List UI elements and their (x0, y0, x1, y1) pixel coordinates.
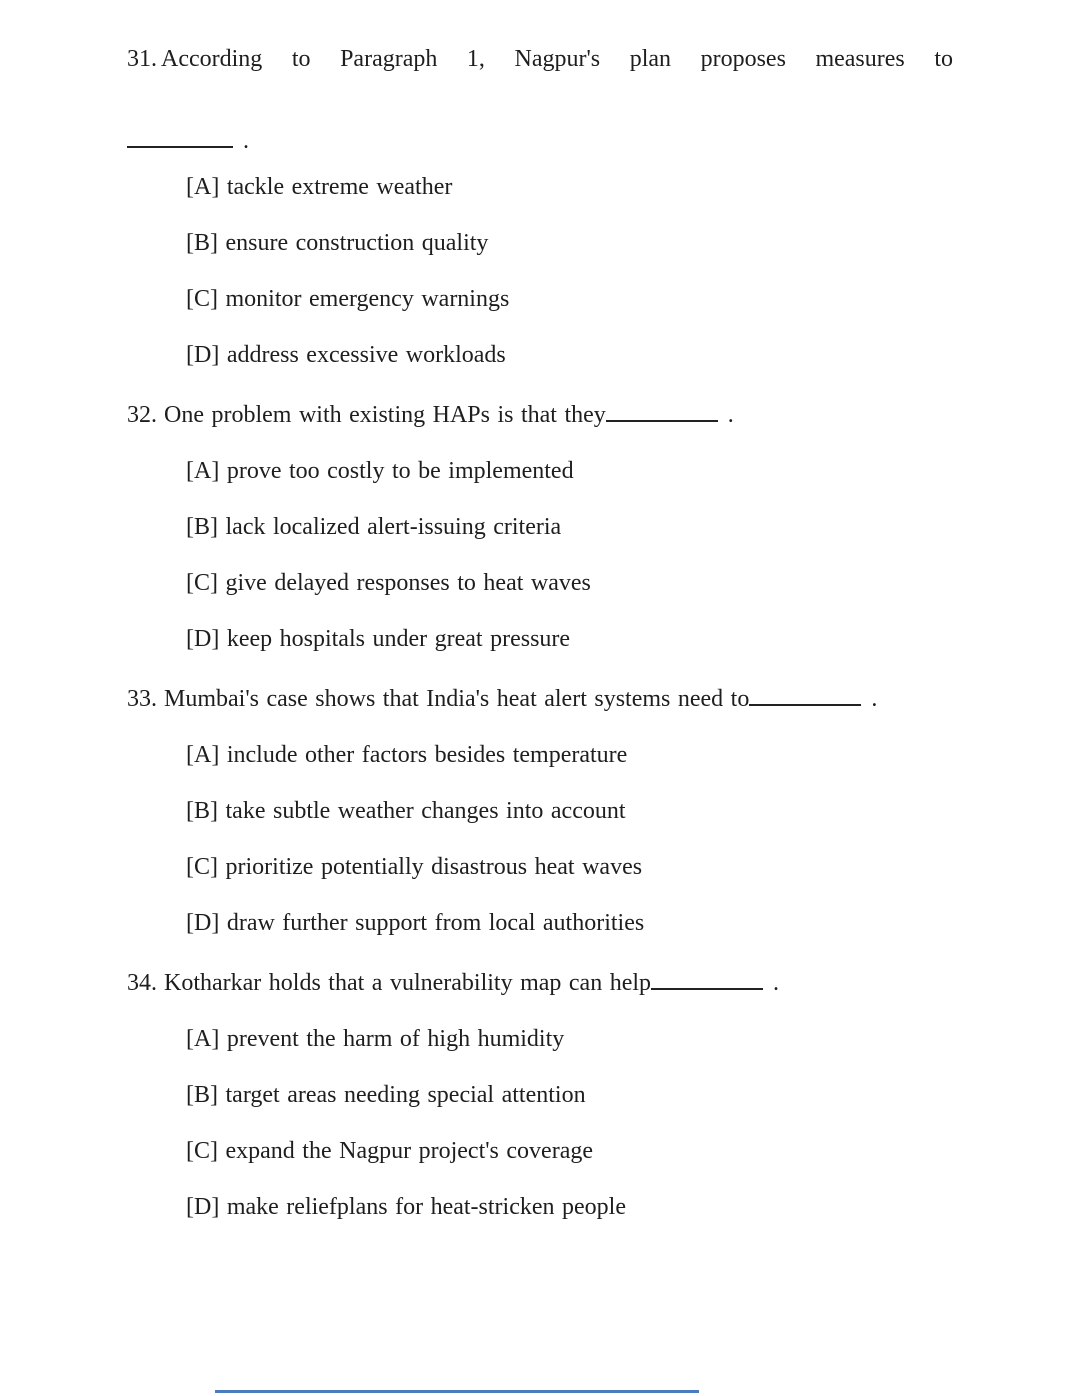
option-label: [D] (186, 626, 220, 652)
option-text: take subtle weather changes into account (225, 798, 626, 824)
option-text: expand the Nagpur project's coverage (225, 1138, 593, 1164)
option-row (127, 908, 1080, 938)
question-stem (127, 44, 953, 74)
option-text: include other factors besides temperature (226, 742, 628, 768)
question-block-33 (127, 680, 1080, 938)
option-label: [B] (186, 798, 218, 824)
option-label: [A] (186, 174, 220, 200)
question-stem-text: According to Paragraph 1, Nagpur's plan proposes measures to (161, 46, 953, 72)
option-text: prioritize potentially disastrous heat waves (225, 854, 643, 880)
option-label: [A] (186, 742, 220, 768)
option-label: [C] (186, 1138, 218, 1164)
blank-period: . (727, 402, 734, 428)
question-stem-text: Kotharkar holds that a vulnerability map can help (164, 970, 652, 996)
option-row (127, 228, 1080, 258)
blank-period: . (871, 686, 878, 712)
option-text: prevent the harm of high humidity (226, 1026, 565, 1052)
option-row (127, 456, 1080, 486)
option-text: monitor emergency warnings (225, 286, 510, 312)
option-text: address excessive workloads (226, 342, 506, 368)
question-stem (127, 396, 1080, 430)
option-row (127, 1024, 1080, 1054)
answer-blank (127, 122, 233, 148)
question-stem (127, 964, 1080, 998)
option-text: target areas needing special attention (225, 1082, 586, 1108)
answer-blank (651, 964, 763, 990)
option-label: [B] (186, 514, 218, 540)
option-row (127, 796, 1080, 826)
question-stem-text: One problem with existing HAPs is that they (164, 402, 606, 428)
option-row (127, 852, 1080, 882)
option-label: [D] (186, 342, 220, 368)
question-block-34 (127, 964, 1080, 1222)
option-text: give delayed responses to heat waves (225, 570, 591, 596)
question-number: 33. (127, 686, 157, 712)
option-label: [A] (186, 1026, 220, 1052)
option-text: lack localized alert-issuing criteria (225, 514, 562, 540)
option-row (127, 568, 1080, 598)
blank-period: . (243, 128, 249, 154)
option-text: draw further support from local authorities (226, 910, 645, 936)
option-label: [B] (186, 1082, 218, 1108)
option-row (127, 740, 1080, 770)
option-row (127, 1080, 1080, 1110)
option-text: ensure construction quality (225, 230, 489, 256)
option-label: [D] (186, 910, 220, 936)
blank-period: . (773, 970, 780, 996)
option-row (127, 624, 1080, 654)
option-row (127, 1136, 1080, 1166)
option-text: prove too costly to be implemented (226, 458, 574, 484)
question-number: 32. (127, 402, 157, 428)
question-number: 31. (127, 46, 157, 72)
question-stem-text: Mumbai's case shows that India's heat alert systems need to (164, 686, 750, 712)
option-text: tackle extreme weather (226, 174, 453, 200)
bottom-accent-line (215, 1390, 699, 1393)
option-label: [C] (186, 570, 218, 596)
question-stem (127, 680, 1080, 714)
option-label: [D] (186, 1194, 220, 1220)
option-text: keep hospitals under great pressure (226, 626, 571, 652)
option-row (127, 512, 1080, 542)
option-text: make reliefplans for heat-stricken people (226, 1194, 626, 1220)
option-row (127, 172, 1080, 202)
option-label: [C] (186, 854, 218, 880)
answer-blank (606, 396, 718, 422)
option-row (127, 1192, 1080, 1222)
option-row (127, 284, 1080, 314)
option-row (127, 340, 1080, 370)
question-number: 34. (127, 970, 157, 996)
answer-blank (749, 680, 861, 706)
question-block-32 (127, 396, 1080, 654)
question-block-31 (127, 44, 1080, 370)
answer-blank-line (127, 122, 1080, 156)
option-label: [A] (186, 458, 220, 484)
option-label: [B] (186, 230, 218, 256)
option-label: [C] (186, 286, 218, 312)
